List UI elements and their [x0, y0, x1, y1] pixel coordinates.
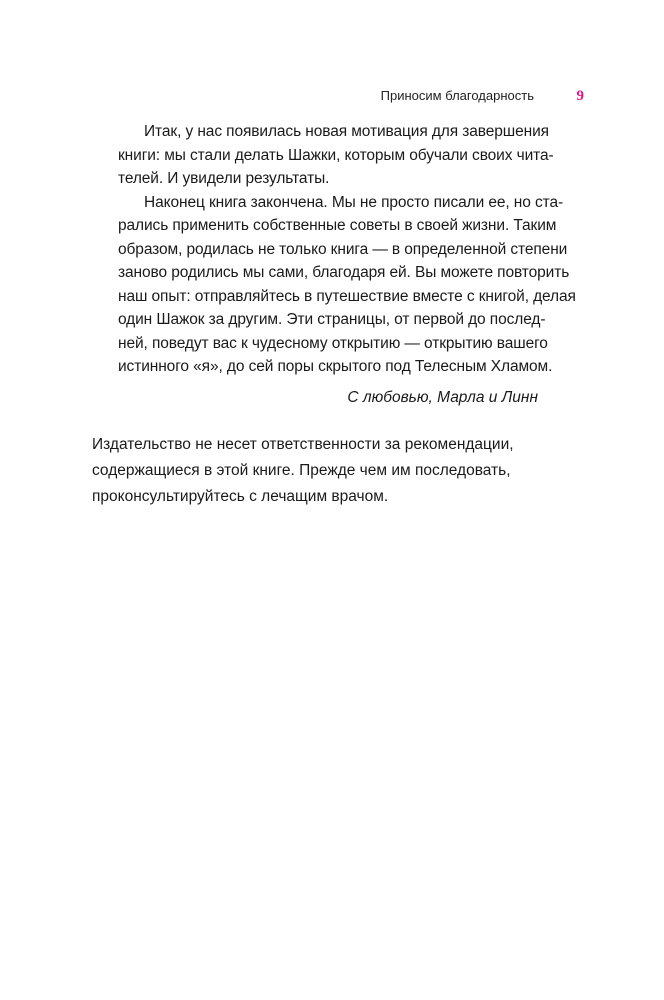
paragraph-2 [92, 191, 576, 379]
main-text [92, 120, 576, 379]
text-line: телей. И увидели результаты. [118, 170, 330, 187]
text-line: заново родились мы сами, благодаря ей. Вы можете повторить [118, 264, 570, 281]
publisher-disclaimer [92, 432, 538, 510]
disclaimer-line: Издательство не несет ответственности за рекомендации, [92, 436, 514, 453]
text-line: Итак, у нас появилась новая мотивация для завершения [144, 123, 549, 140]
page-number: 9 [576, 88, 584, 104]
running-title: Приносим благодарность [380, 88, 534, 103]
text-line: рались применить собственные советы в своей жизни. Таким [118, 217, 557, 234]
text-line: образом, родилась не только книга — в определенной степени [118, 240, 568, 258]
text-line: наш опыт: отправляйтесь в путешествие вместе с книгой, делая [118, 287, 576, 305]
text-line: ней, поведут вас к чудесному открытию — открытию вашего [118, 334, 548, 352]
signature: С любовью, Марла и Линн [347, 389, 538, 406]
running-header [92, 86, 584, 106]
disclaimer-line: проконсультируйтесь с лечащим врачом. [92, 488, 389, 505]
disclaimer-line: содержащиеся в этой книге. Прежде чем им последовать, [92, 462, 511, 479]
text-line: один Шажок за другим. Эти страницы, от первой до послед- [118, 311, 546, 328]
text-line: Наконец книга закончена. Мы не просто писали ее, но ста- [144, 193, 564, 211]
text-line: истинного «я», до сей поры скрытого под Телесным Хламом. [118, 358, 553, 375]
paragraph-1 [92, 120, 554, 191]
text-line: книги: мы стали делать Шажки, которым обучали своих чита- [118, 146, 554, 164]
